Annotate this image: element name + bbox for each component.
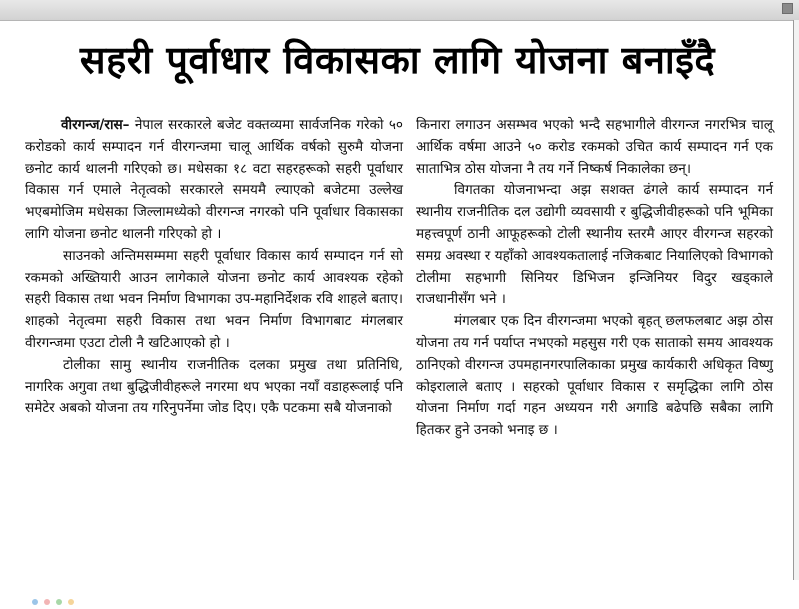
article-column-right [416, 115, 773, 442]
article-headline: सहरी पूर्वाधार विकासका लागि योजना बनाइँदै [79, 38, 716, 82]
resize-grip-icon[interactable] [782, 3, 793, 14]
article-paragraph [25, 115, 403, 246]
dot-icon [32, 599, 38, 605]
footer-decoration [32, 590, 92, 598]
article-column-left [25, 115, 403, 420]
article-paragraph: विगतका योजनाभन्दा अझ सशक्त ढंगले कार्य सम्पादन गर्न स्थानीय राजनीतिक दल उद्योगी व्यवसायी र बुद्धिजीवीहरूको पनि भूमिका महत्त्वपूर्ण ठानी आफूहरूको टोली स्थानीय स्तरमै आएर वीरगन्ज सहरको समग्र अवस्था र यहाँको आवश्यकतालाई नजिकबाट नियालिएको विभागको टोलीमा सहभागी सिनियर डिभिजन इन्जिनियर विदुर खड्काले राजधानीसँग भने । [416, 182, 773, 308]
dot-icon [68, 599, 74, 605]
article-paragraph: किनारा लगाउन असम्भव भएको भन्दै सहभागीले वीरगन्ज नगरभित्र चालू आर्थिक वर्षमा आउने ५० करोड रकमको उचित कार्य सम्पादन गर्न एक साताभित्र ठोस योजना नै तय गर्ने निष्कर्ष निकालेका छन्। [416, 117, 773, 177]
dot-icon [44, 599, 50, 605]
scrollbar-edge[interactable] [793, 20, 799, 580]
article-paragraph: टोलीका सामु स्थानीय राजनीतिक दलका प्रमुख तथा प्रतिनिधि, नागरिक अगुवा तथा बुद्धिजीवीहरूले नगरमा थप भएका नयाँ वडाहरूलाई पनि समेटेर अबको योजना तय गरिनुपर्नेमा जोड दिए। एकै पटकमा सबै योजनाको [25, 356, 403, 417]
window-top-bar [0, 0, 799, 21]
dot-icon [56, 599, 62, 605]
dateline: वीरगन्ज/रास– [61, 117, 130, 133]
article-paragraph: मंगलबार एक दिन वीरगन्जमा भएको बृहत् छलफलबाट अझ ठोस योजना तय गर्न पर्याप्त नभएको महसुस गरी एक साताको समय आवश्यक ठानिएको वीरगन्ज उपमहानगरपालिकाका प्रमुख कार्यकारी अधिकृत विष्णु कोइरालाले बताए । सहरको पूर्वाधार विकास र समृद्धिका लागि ठोस योजना निर्माण गर्दा गहन अध्ययन गरी अगाडि बढेपछि सबैका लागि हितकर हुने उनको भनाइ छ । [416, 313, 773, 439]
article-paragraph: साउनको अन्तिमसम्ममा सहरी पूर्वाधार विकास कार्य सम्पादन गर्न सो रकमको अख्तियारी आउन लागेकाले योजना छनोट कार्य आवश्यक रहेको सहरी विकास तथा भवन निर्माण विभागका उप-महानिर्देशक रवि शाहले बताए। शाहको नेतृत्वमा सहरी विकास तथा भवन निर्माण विभागबाट मंगलबार वीरगन्जमा एउटा टोली नै खटिआएको हो । [25, 247, 403, 351]
paragraph-text: नेपाल सरकारले बजेट वक्तव्यमा सार्वजनिक गरेको ५० करोडको कार्य सम्पादन गर्न वीरगन्जमा चालू आर्थिक वर्षको सुरुमै योजना छनोट कार्य थालनी गरिएको छ। मधेसका १८ वटा सहरहरूको सहरी पूर्वाधार विकास गर्न एमाले नेतृत्वको सरकारले समयमै ल्याएको बजेटमा उल्लेख भएबमोजिम मधेसका जिल्लामध्येको वीरगन्ज नगरको पनि पूर्वाधार विकासका लागि योजना छनोट थालनी गरिएको हो । [25, 117, 403, 242]
